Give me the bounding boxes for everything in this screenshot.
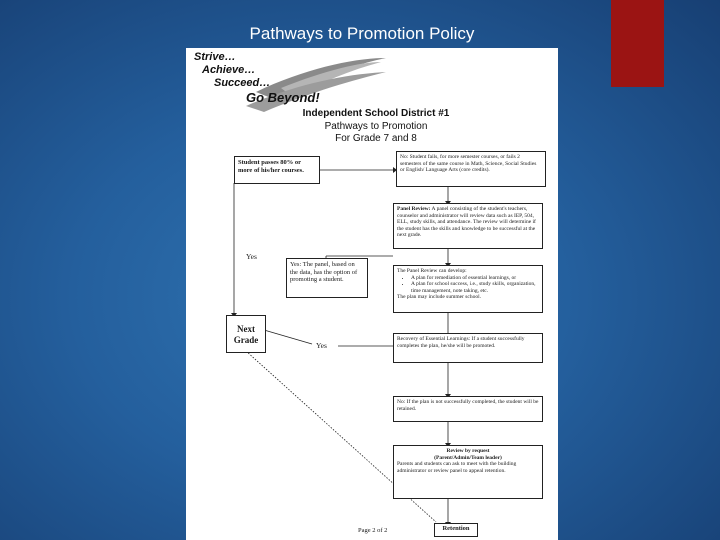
- box-panel-review: [393, 203, 543, 249]
- accent-bar: [611, 0, 664, 87]
- panel-develop-intro: The Panel Review can develop:: [397, 268, 467, 274]
- box-recovery: Recovery of Essential Learnings: If a student successfully completes the plan, he/she will be promoted.: [393, 333, 543, 363]
- panel-review-title: Panel Review:: [397, 206, 431, 212]
- logo-succeed: Succeed…: [214, 77, 271, 89]
- box-student-passes: Student passes 80% or more of his/her courses.: [234, 156, 320, 184]
- box-next-grade: [226, 315, 266, 353]
- review-subtitle: (Parent/Admin/Team leader): [434, 454, 502, 461]
- doc-subtitle: For Grade 7 and 8: [335, 133, 417, 144]
- page-footer: Page 2 of 2: [358, 527, 388, 534]
- box-student-fails: No: Student fails, for more semester courses, or fails 2 semesters of the same course in Math, Science, Social Studies or English/ Language Arts (core credits).: [396, 151, 546, 187]
- label-yes-left: Yes: [246, 252, 257, 261]
- box-yes-panel-option: Yes: The panel, based on the data, has the option of promoting a student.: [286, 258, 368, 298]
- logo-achieve: Achieve…: [202, 64, 256, 76]
- doc-title: Pathways to Promotion: [324, 121, 428, 132]
- district-name: Independent School District #1: [302, 108, 450, 119]
- slide-title: Pathways to Promotion Policy: [249, 24, 475, 43]
- box-review-request: [393, 445, 543, 499]
- panel-develop-item: • A plan for school success, i.e., study skills, organization, time management, note taking, etc.: [411, 281, 539, 294]
- panel-develop-outro: The plan may include summer school.: [397, 294, 482, 301]
- logo-strive: Strive…: [194, 51, 236, 63]
- label-yes-middle: Yes: [316, 341, 327, 350]
- box-retention: Retention: [434, 523, 478, 537]
- panel-develop-item: • A plan for remediation of essential learnings, or: [411, 275, 539, 282]
- panel-review-body: A panel consisting of the student's teachers, counselor and administrator will review data such as IEP, 504, ELL, study skills, and attendance. The review will determine if the student has the skills and knowledge to be successful at the next grade.: [397, 206, 536, 239]
- next-grade-line2: Grade: [233, 335, 259, 345]
- next-grade-line1: Next: [237, 324, 255, 334]
- flowchart-document: [186, 48, 558, 540]
- logo-go-beyond: Go Beyond!: [246, 90, 320, 105]
- review-title: Review by request: [446, 448, 490, 454]
- box-panel-develop: [393, 265, 543, 313]
- review-body: Parents and students can ask to meet with the building administrator or review panel to appeal retention.: [397, 461, 517, 474]
- box-plan-not-completed: No: If the plan is not successfully completed, the student will be retained.: [393, 396, 543, 422]
